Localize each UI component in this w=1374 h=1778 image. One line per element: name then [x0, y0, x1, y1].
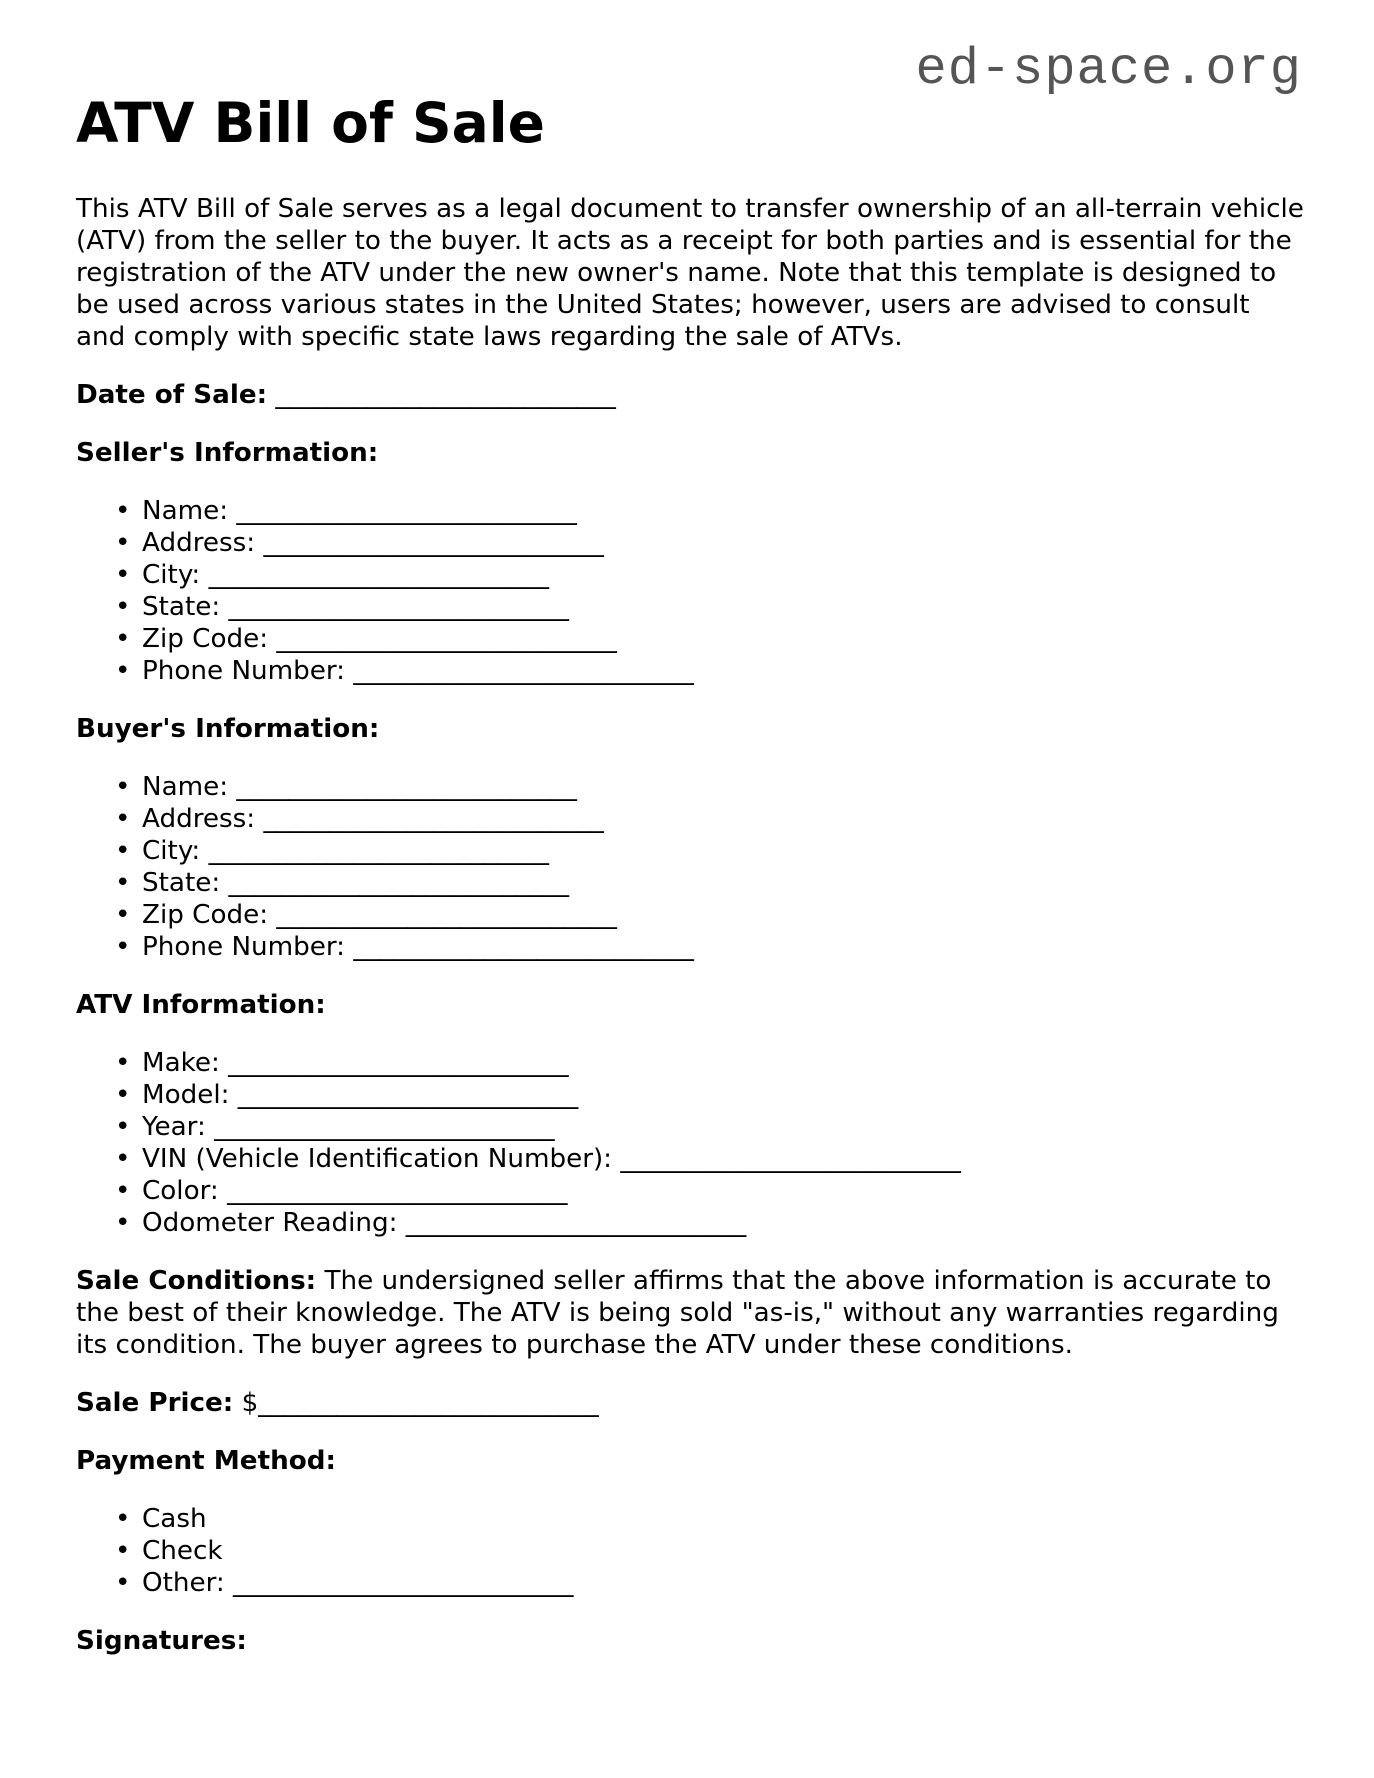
field-label: State:: [142, 592, 221, 623]
bullet-icon: •: [115, 496, 131, 527]
date-of-sale-label: Date of Sale:: [76, 380, 268, 411]
seller-zip-field: [115, 623, 1306, 655]
seller-city-blank[interactable]: __________________________: [208, 560, 550, 591]
bullet-icon: •: [115, 1080, 131, 1111]
buyer-name-field: [115, 771, 1306, 803]
buyer-city-field: [115, 835, 1306, 867]
signatures-heading: Signatures:: [76, 1626, 247, 1657]
field-label: Phone Number:: [142, 932, 346, 963]
buyer-zip-blank[interactable]: __________________________: [276, 900, 617, 931]
buyer-state-field: [115, 867, 1306, 899]
bullet-icon: •: [115, 656, 131, 687]
bullet-icon: •: [115, 804, 131, 835]
atv-year-blank[interactable]: __________________________: [214, 1112, 555, 1143]
atv-model-blank[interactable]: __________________________: [237, 1080, 579, 1111]
payment-method-list: [76, 1503, 1306, 1599]
field-label: Name:: [142, 772, 229, 803]
buyer-fields-list: [76, 771, 1306, 963]
seller-address-blank[interactable]: __________________________: [263, 528, 604, 559]
seller-address-field: [115, 527, 1306, 559]
field-label: Model:: [142, 1080, 230, 1111]
intro-paragraph: This ATV Bill of Sale serves as a legal document to transfer ownership of an all-terrain vehicle (ATV) from the seller to the buyer. It acts as a receipt for both parties and is essential for the registration of the ATV under the new owner's name. Note that this template is designed to be used across various states in the United States; however, users are advised to consult and comply with specific state laws regarding the sale of ATVs.: [76, 194, 1304, 353]
date-of-sale-field: [76, 379, 1306, 411]
payment-option-cash: [115, 1503, 1306, 1535]
payment-method-heading: Payment Method:: [76, 1446, 336, 1477]
bullet-icon: •: [115, 932, 131, 963]
bullet-icon: •: [115, 1048, 131, 1079]
bullet-icon: •: [115, 772, 131, 803]
buyer-phone-field: [115, 931, 1306, 963]
bullet-icon: •: [115, 1208, 131, 1239]
field-label: Zip Code:: [142, 624, 269, 655]
atv-heading: ATV Information:: [76, 990, 326, 1021]
payment-option-check: [115, 1535, 1306, 1567]
atv-model-field: [115, 1079, 1306, 1111]
seller-phone-field: [115, 655, 1306, 687]
seller-heading: Seller's Information:: [76, 438, 379, 469]
sale-price-blank[interactable]: __________________________: [258, 1388, 599, 1419]
sale-conditions-label: Sale Conditions:: [76, 1266, 317, 1297]
buyer-state-blank[interactable]: __________________________: [228, 868, 569, 899]
bullet-icon: •: [115, 528, 131, 559]
page-title: ATV Bill of Sale: [76, 91, 545, 155]
atv-color-blank[interactable]: __________________________: [227, 1176, 568, 1207]
field-label: Name:: [142, 496, 229, 527]
buyer-zip-field: [115, 899, 1306, 931]
seller-phone-blank[interactable]: __________________________: [353, 656, 694, 687]
field-label: City:: [142, 836, 201, 867]
bullet-icon: •: [115, 592, 131, 623]
field-label: Year:: [142, 1112, 206, 1143]
atv-vin-blank[interactable]: __________________________: [620, 1144, 961, 1175]
atv-make-field: [115, 1047, 1306, 1079]
buyer-city-blank[interactable]: __________________________: [208, 836, 550, 867]
option-label: Check: [142, 1536, 223, 1567]
field-label: State:: [142, 868, 221, 899]
bullet-icon: •: [115, 1144, 131, 1175]
field-label: Zip Code:: [142, 900, 269, 931]
bullet-icon: •: [115, 624, 131, 655]
field-label: Make:: [142, 1048, 220, 1079]
bullet-icon: •: [115, 560, 131, 591]
field-label: VIN (Vehicle Identification Number):: [142, 1144, 613, 1175]
seller-zip-blank[interactable]: __________________________: [276, 624, 617, 655]
sale-conditions-paragraph: [76, 1265, 1306, 1361]
document-page: [76, 92, 1306, 1683]
sale-price-field: [76, 1387, 1306, 1419]
atv-odometer-blank[interactable]: __________________________: [405, 1208, 747, 1239]
sale-conditions-text: The undersigned seller affirms that the above information is accurate to the best of their knowledge. The ATV is being sold "as-is," without any warranties regarding its condition. The buyer agrees to purchase the ATV under these conditions.: [76, 1266, 1279, 1361]
bullet-icon: •: [115, 1568, 131, 1599]
buyer-address-field: [115, 803, 1306, 835]
buyer-name-blank[interactable]: __________________________: [236, 772, 577, 803]
buyer-address-blank[interactable]: __________________________: [263, 804, 604, 835]
sale-price-label: Sale Price:: [76, 1388, 234, 1419]
payment-other-blank[interactable]: __________________________: [233, 1568, 574, 1599]
seller-name-field: [115, 495, 1306, 527]
atv-odometer-field: [115, 1207, 1306, 1239]
atv-year-field: [115, 1111, 1306, 1143]
field-label: Address:: [142, 804, 256, 835]
buyer-heading: Buyer's Information:: [76, 714, 380, 745]
bullet-icon: •: [115, 1176, 131, 1207]
atv-make-blank[interactable]: __________________________: [228, 1048, 569, 1079]
atv-fields-list: [76, 1047, 1306, 1239]
atv-color-field: [115, 1175, 1306, 1207]
seller-fields-list: [76, 495, 1306, 687]
bullet-icon: •: [115, 1504, 131, 1535]
option-label: Other:: [142, 1568, 225, 1599]
bullet-icon: •: [115, 836, 131, 867]
option-label: Cash: [142, 1504, 207, 1535]
field-label: Address:: [142, 528, 256, 559]
seller-state-field: [115, 591, 1306, 623]
field-label: Phone Number:: [142, 656, 346, 687]
field-label: Odometer Reading:: [142, 1208, 398, 1239]
buyer-phone-blank[interactable]: __________________________: [353, 932, 694, 963]
field-label: City:: [142, 560, 201, 591]
atv-vin-field: [115, 1143, 1306, 1175]
seller-city-field: [115, 559, 1306, 591]
seller-state-blank[interactable]: __________________________: [228, 592, 569, 623]
currency-symbol: $: [241, 1388, 259, 1419]
field-label: Color:: [142, 1176, 219, 1207]
bullet-icon: •: [115, 1112, 131, 1143]
site-watermark: ed-space.org: [915, 40, 1302, 99]
seller-name-blank[interactable]: __________________________: [236, 496, 577, 527]
bullet-icon: •: [115, 900, 131, 931]
bullet-icon: •: [115, 1536, 131, 1567]
date-of-sale-blank[interactable]: __________________________: [275, 380, 616, 411]
payment-option-other: [115, 1567, 1306, 1599]
bullet-icon: •: [115, 868, 131, 899]
